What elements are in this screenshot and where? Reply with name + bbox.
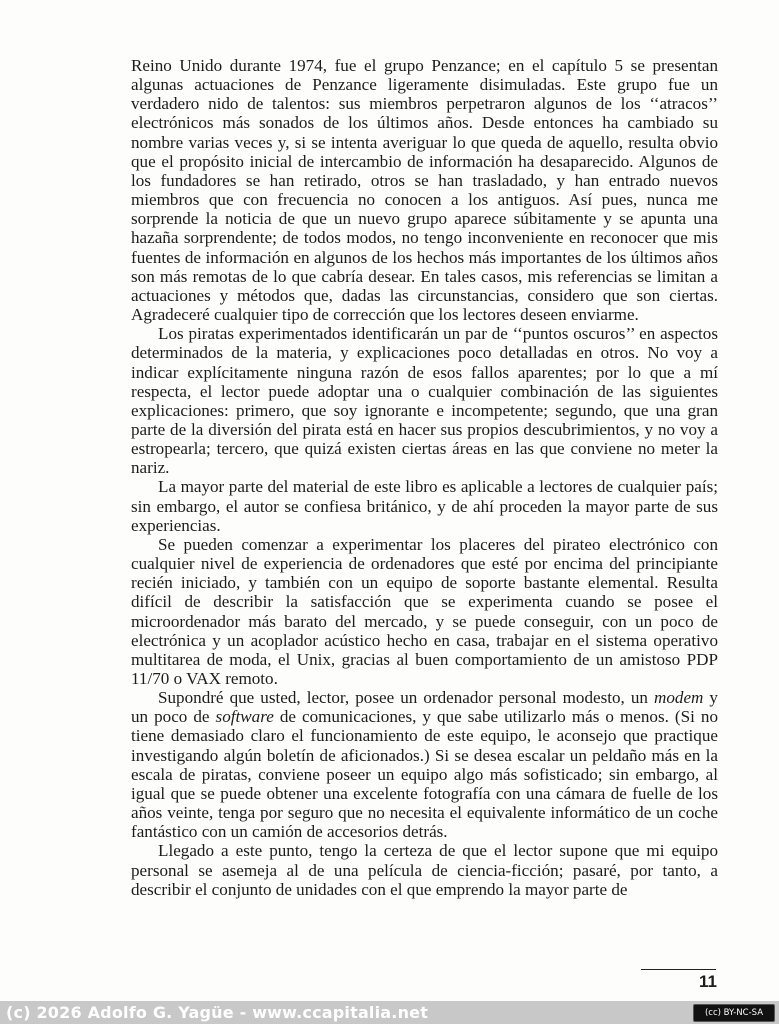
body-text xyxy=(131,56,718,899)
page-number-rule xyxy=(641,969,716,970)
watermark-text: (c) 2026 Adolfo G. Yagüe - www.ccapitalia.net xyxy=(6,1003,429,1022)
paragraph-text: de comunicaciones, y que sabe utilizarlo más o menos. (Si no tiene demasiado claro el funcionamiento de este equipo, le aconsejo que practique investigando algún boletín de aficionados.) Si se desea escalar un peldaño más en la escala de piratas, conviene poseer un equipo algo más sofisticado; sin embargo, al igual que se puede obtener una excelente fotografía con una cámara de fuelle de los años veinte, tenga por seguro que no necesita el equivalente informático de un coche fantástico con un camión de accesorios detrás. xyxy=(131,707,718,842)
italic-term: software xyxy=(215,707,274,727)
paragraph-text: Supondré que usted, lector, posee un ordenador personal modesto, un xyxy=(158,688,655,708)
paragraph xyxy=(131,56,718,324)
cc-license-badge[interactable]: (cc) BY-NC-SA xyxy=(693,1004,775,1022)
paragraph-text: Reino Unido durante 1974, fue el grupo Penzance; en el capítulo 5 se presentan algunas actuaciones de Penzance ligeramente disimuladas. Este grupo fue un verdadero nido de talentos: sus miembros perpetraron algunos de los ‘‘atracos’’ electrónicos más sonados de los últimos años. Desde entonces ha cambiado su nombre varias veces y, si se intenta averiguar lo que queda de aquello, resulta obvio que el propósito inicial de intercambio de información ha desaparecido. Algunos de los fundadores se han retirado, otros se han trasladado, y han entrado nuevos miembros que con frecuencia no conocen a los antiguos. Así pues, nunca me sorprende la noticia de que un nuevo grupo aparece súbitamente y se apunta una hazaña sorprendente; de todos modos, no tengo inconveniente en reconocer que mis fuentes de información en algunos de los hechos más importantes de los últimos años son más remotas de lo que cabría desear. En tales casos, mis referencias se limitan a actuaciones y métodos que, dadas las circunstancias, considero que son ciertas. Agradeceré cualquier tipo de corrección que los lectores deseen enviarme. xyxy=(131,56,718,325)
page-number: 11 xyxy=(699,972,717,991)
paragraph-text: Llegado a este punto, tengo la certeza de que el lector supone que mi equipo personal se asemeja al de una película de ciencia-ficción; pasaré, por tanto, a describir el conjunto de unidades con el que emprendo la mayor parte de xyxy=(131,841,718,899)
paragraph xyxy=(131,324,718,477)
paragraph xyxy=(131,688,718,841)
paragraph xyxy=(131,477,718,534)
watermark-bar xyxy=(0,1001,779,1024)
paragraph xyxy=(131,841,718,898)
italic-term: modem xyxy=(654,688,704,708)
paragraph-text: La mayor parte del material de este libro es aplicable a lectores de cualquier país; sin embargo, el autor se confiesa británico, y de ahí proceden la mayor parte de sus experiencias. xyxy=(131,477,718,535)
paragraph-text: Los piratas experimentados identificarán un par de ‘‘puntos oscuros’’ en aspectos determinados de la materia, y explicaciones poco detalladas en otros. No voy a indicar explícitamente ninguna razón de esos fallos aparentes; por lo que a mí respecta, el lector puede adoptar una o cualquier combinación de las siguientes explicaciones: primero, que soy ignorante e incompetente; segundo, que una gran parte de la diversión del pirata está en hacer sus propios descubrimientos, y no voy a estropearla; tercero, que quizá existen ciertas áreas en las que conviene no meter la nariz. xyxy=(131,324,718,478)
paragraph xyxy=(131,535,718,688)
paragraph-text: Se pueden comenzar a experimentar los placeres del pirateo electrónico con cualquier nivel de experiencia de ordenadores que esté por encima del principiante recién iniciado, y también con un equipo de soporte bastante elemental. Resulta difícil de describir la satisfacción que se experimenta cuando se posee el microordenador más barato del mercado, y se puede conseguir, con un poco de electrónica y un acoplador acústico hecho en casa, trabajar en el sistema operativo multitarea de moda, el Unix, gracias al buen comportamiento de un amistoso PDP 11/70 o VAX remoto. xyxy=(131,534,718,688)
paragraph-text: y un poco de xyxy=(131,688,718,727)
